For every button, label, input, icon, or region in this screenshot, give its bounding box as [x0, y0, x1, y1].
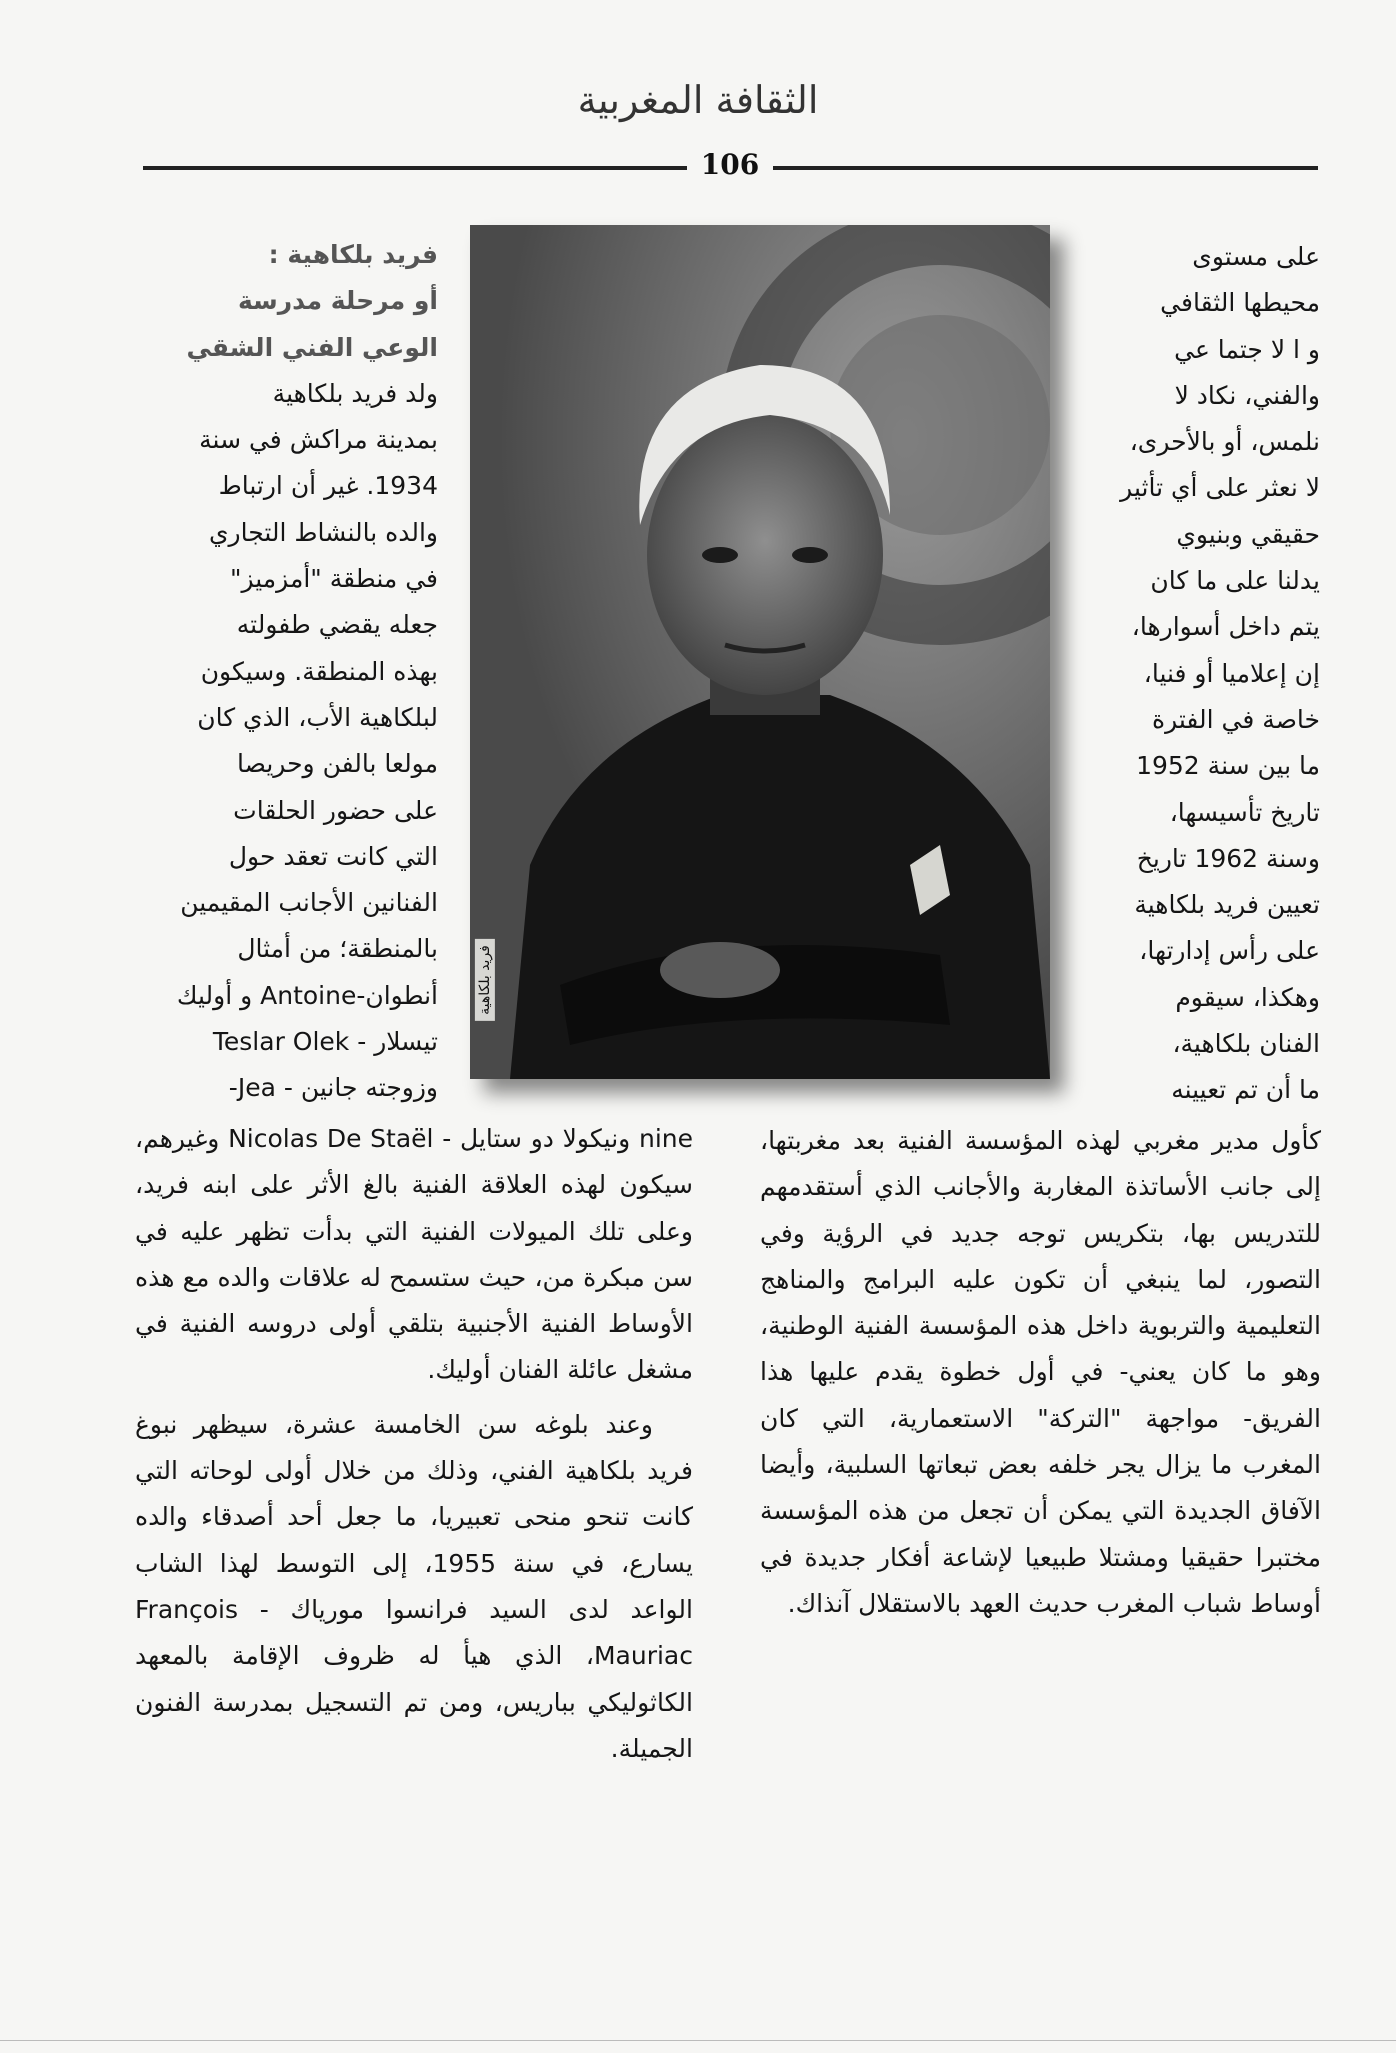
photo-caption	[470, 880, 500, 1080]
page-bottom-edge	[0, 2040, 1396, 2041]
text-line: في منطقة "أمزميز"	[229, 564, 438, 594]
text-line: أنطوان-Antoine و أوليك	[176, 980, 438, 1010]
text-line: يتم داخل أسوارها،	[1131, 612, 1320, 642]
text-line: لبلكاهية الأب، الذي كان	[197, 702, 438, 732]
text-line: تعيين فريد بلكاهية	[1134, 890, 1320, 920]
section-subheading-line: الوعي الفني الشقي	[186, 332, 438, 362]
right-column-bottom	[760, 1118, 1321, 1627]
portrait-illustration	[470, 225, 1050, 1079]
text-line: تاريخ تأسيسها،	[1169, 797, 1320, 827]
portrait-photo	[470, 225, 1050, 1079]
text-line: على رأس إدارتها،	[1139, 936, 1320, 966]
text-line: ما بين سنة 1952	[1136, 751, 1320, 781]
left-column-bottom	[135, 1116, 693, 1772]
text-line: على مستوى	[1192, 242, 1320, 271]
text-line: ما أن تم تعيينه	[1171, 1075, 1320, 1105]
text-line: بمدينة مراكش في سنة	[199, 425, 438, 455]
paragraph: كأول مدير مغربي لهذه المؤسسة الفنية بعد مغربتها، إلى جانب الأساتذة المغاربة والأجانب الذي أستقدمهم للتدريس بها، بتكريس توجه جديد في الرؤية وفي التصور، لما ينبغي أن تكون عليه البرامج والمناهج التعليمية والتربوية داخل هذه المؤسسة الفنية الوطنية، وهو ما كان يعني- في أول خطوة يقدم عليها هذا الفريق- مواجهة "التركة" الاستعمارية، التي كان المغرب ما يزال يجر خلفه بعض تبعاتها السلبية، وأيضا الآفاق الجديدة التي يمكن أن تجعل من هذه المؤسسة مختبرا حقيقيا ومشتلا طبيعيا لإشاعة أفكار جديدة في أوساط شباب المغرب حديث العهد بالاستقلال آنذاك.	[760, 1126, 1321, 1618]
text-line: مولعا بالفن وحريصا	[237, 749, 438, 779]
text-line: إن إعلاميا أو فنيا،	[1143, 658, 1320, 688]
text-line: على حضور الحلقات	[233, 795, 438, 825]
text-line: محيطها الثقافي	[1160, 288, 1320, 318]
photo-caption-text: فريد بلكاهية	[475, 939, 495, 1021]
right-column-top	[1080, 234, 1320, 1114]
page-header-title: الثقافة المغربية	[577, 78, 819, 122]
section-subheading-line: فريد بلكاهية :	[268, 240, 438, 269]
text-line: نلمس، أو بالأحرى،	[1129, 427, 1320, 457]
header-rule-left	[143, 166, 687, 170]
text-line: الفنان بلكاهية،	[1172, 1029, 1320, 1059]
section-subheading-line: أو مرحلة مدرسة	[238, 286, 438, 316]
text-line: وسنة 1962 تاريخ	[1136, 843, 1320, 873]
text-line: وزوجته جانين - Jea-	[228, 1073, 438, 1103]
text-line: ولد فريد بلكاهية	[272, 378, 438, 408]
text-line: والفني، نكاد لا	[1174, 380, 1320, 410]
text-line: يدلنا على ما كان	[1150, 566, 1320, 596]
text-line: حقيقي وبنيوي	[1176, 519, 1320, 549]
text-line: لا نعثر على أي تأثير	[1120, 473, 1320, 503]
paragraph: وعند بلوغه سن الخامسة عشرة، سيظهر نبوغ فريد بلكاهية الفني، وذلك من خلال أولى لوحاته التي كانت تنحو منحى تعبيريا، ما جعل أحد أصدقاء والده يسارع، في سنة 1955، إلى التوسط لهذا الشاب الواعد لدى السيد فرانسوا مورياك - François Mauriac، الذي هيأ له ظروف الإقامة بالمعهد الكاثوليكي بباريس، ومن تم التسجيل بمدرسة الفنون الجميلة.	[135, 1409, 693, 1763]
text-line: التي كانت تعقد حول	[228, 841, 438, 871]
text-line: تيسلار - Teslar Olek	[212, 1027, 438, 1057]
page-number: 106	[700, 148, 760, 181]
paragraph: nine ونيكولا دو ستايل - Nicolas De Staël وغيرهم، سيكون لهذه العلاقة الفنية بالغ الأثر على ابنه فريد، وعلى تلك الميولات الفنية التي بدأت تظهر عليه في سن مبكرة من، حيث ستسمح له علاقات والده مع هذه الأوساط الفنية الأجنبية بتلقي أولى دروسه الفنية في مشغل عائلة الفنان أوليك.	[135, 1124, 693, 1385]
left-column-top	[135, 232, 438, 1112]
text-line: والده بالنشاط التجاري	[208, 517, 438, 547]
header-rule-right	[773, 166, 1318, 170]
text-line: خاصة في الفترة	[1151, 704, 1320, 734]
text-line: بالمنطقة؛ من أمثال	[237, 934, 438, 964]
text-line: الفنانين الأجانب المقيمين	[180, 888, 438, 918]
text-line: جعله يقضي طفولته	[236, 610, 438, 640]
text-line: 1934. غير أن ارتباط	[218, 471, 438, 501]
text-line: وهكذا، سيقوم	[1175, 982, 1320, 1012]
text-line: بهذه المنطقة. وسيكون	[200, 656, 438, 686]
text-line: و ا لا جتما عي	[1174, 334, 1320, 364]
